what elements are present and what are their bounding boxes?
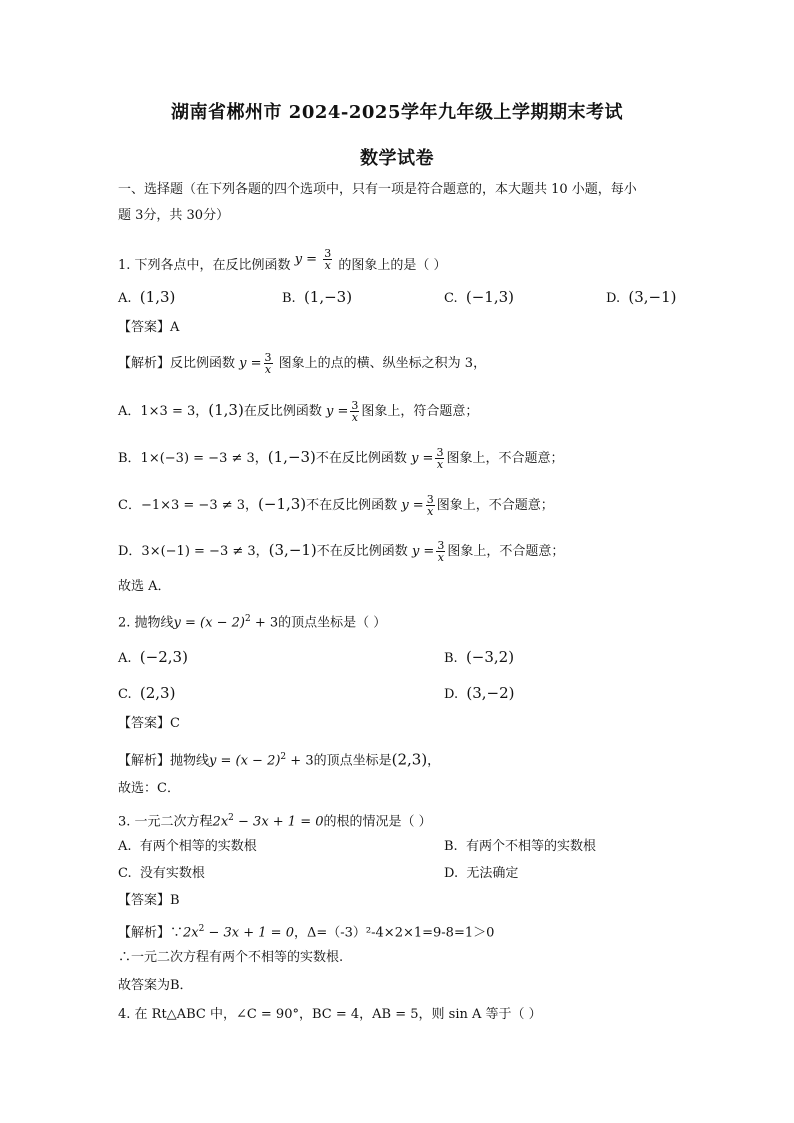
q2-option-b: B. (−3,2) (444, 648, 515, 666)
q1-analysis: 【解析】反比例函数 y = $\frac{3}{x}$ 图象上的点的横、纵坐标之积为 3， (118, 351, 487, 376)
q1-option-b: B. (1,−3) (282, 288, 353, 306)
q1-analysis-b: B．1×(−3) = −3 ≠ 3，(1,−3)不在反比例函数 y = $\frac{3}{x}$ 图象上，不合题意； (118, 446, 564, 471)
q3-conclusion: 故答案为B． (118, 978, 193, 993)
q1-func-frac: $\frac{3}{x}$ (324, 247, 332, 272)
q1-stem-post: 的图象上的是（ ） (338, 258, 447, 273)
q2-stem: 2. 抛物线$y = (x - 2)^2 + 3$的顶点坐标是（ ） (118, 614, 387, 631)
q1-option-d: D. (3,−1) (606, 288, 677, 306)
q3-analysis: 【解析】$\because 2x^2 - 3x + 1 = 0$，Δ=（-3）²-4×2×1=9-8=1＞0 (118, 924, 495, 941)
q1-option-a: A. (1,3) (118, 288, 176, 306)
q3-option-a: A. 有两个相等的实数根 (118, 839, 257, 854)
page-title: 湖南省郴州市 2024-2025学年九年级上学期期末考试 (171, 102, 623, 123)
q1-stem (118, 248, 446, 271)
q3-therefore: ∴一元二次方程有两个不相等的实数根. (118, 950, 344, 965)
q3-stem: 3. 一元二次方程$2x^2 - 3x + 1 = 0$的根的情况是（ ） (118, 813, 432, 830)
q1-analysis-a: A．1×3 = 3，(1,3)在反比例函数 y = $\frac{3}{x}$ 图象上，符合题意； (118, 399, 479, 424)
q3-option-d: D. 无法确定 (444, 866, 519, 881)
q4-stem: 4. 在 Rt△ABC 中，∠C = 90°，BC = 4，AB = 5，则 sin A 等于（ ） (118, 1007, 542, 1022)
q2-option-d: D. (3,−2) (444, 684, 515, 702)
q1-analysis-c: C．−1×3 = −3 ≠ 3，(−1,3)不在反比例函数 y = $\frac{3}{x}$ 图象上，不合题意； (118, 493, 554, 518)
q1-option-c: C. (−1,3) (444, 288, 515, 306)
q1-conclusion: 故选 A． (118, 579, 171, 594)
q2-option-c: C. (2,3) (118, 684, 176, 702)
q3-option-b: B. 有两个不相等的实数根 (444, 839, 596, 854)
q1-stem-pre: 1. 下列各点中，在反比例函数 (118, 258, 291, 273)
q3-option-c: C. 没有实数根 (118, 866, 205, 881)
page-subtitle: 数学试卷 (360, 148, 434, 169)
q2-analysis: 【解析】抛物线$y = (x - 2)^2 + 3$的顶点坐标是(2,3)， (118, 750, 441, 769)
q1-function (295, 248, 335, 271)
section-heading-line1: 一、选择题（在下列各题的四个选项中，只有一项是符合题意的，本大题共 10 小题，每小 (118, 182, 637, 197)
q1-answer: 【答案】A (118, 320, 180, 335)
q2-answer: 【答案】C (118, 716, 180, 731)
q3-answer: 【答案】B (118, 893, 180, 908)
q2-option-a: A. (−2,3) (118, 648, 188, 666)
q1-func-lhs: y = (294, 252, 318, 267)
q1-analysis-d: D．3×(−1) = −3 ≠ 3，(3,−1)不在反比例函数 y = $\frac{3}{x}$ 图象上，不合题意； (118, 539, 565, 564)
section-heading-line2: 题 3分，共 30分） (118, 208, 230, 223)
q2-conclusion: 故选：C． (118, 781, 180, 796)
